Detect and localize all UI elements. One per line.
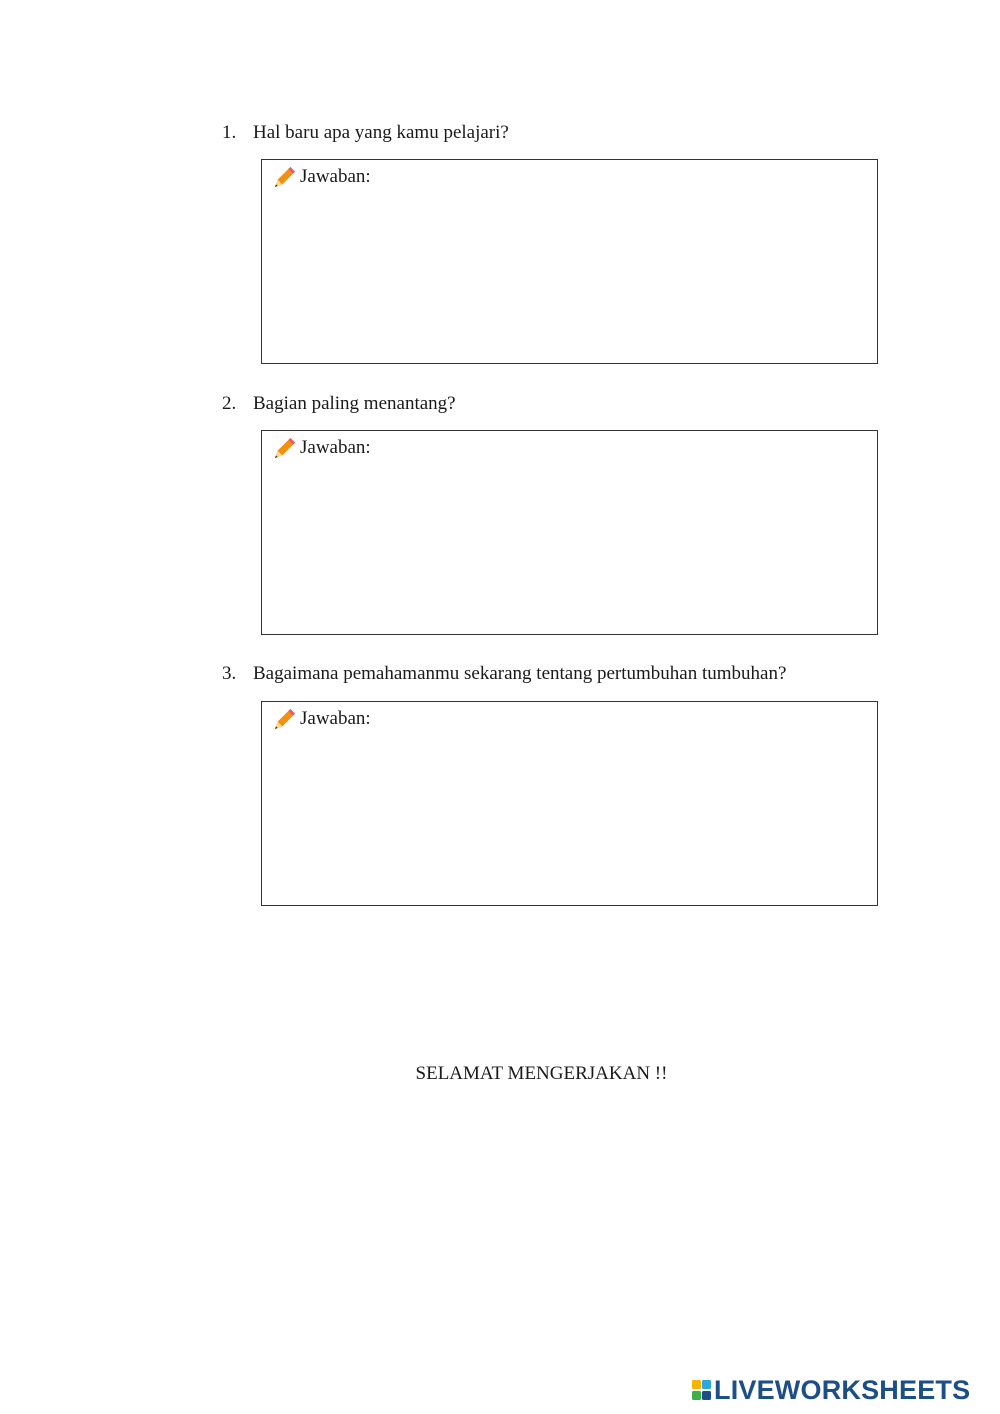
question-number: 1. — [222, 122, 237, 143]
question-1 — [222, 122, 509, 144]
liveworksheets-logo-icon — [692, 1379, 711, 1401]
answer-label: Jawaban: — [300, 166, 371, 187]
pencil-icon — [273, 436, 297, 460]
closing-message: SELAMAT MENGERJAKAN !! — [415, 1063, 668, 1084]
liveworksheets-brand[interactable] — [692, 1375, 970, 1405]
answer-label-row — [273, 707, 371, 731]
question-number: 3. — [222, 663, 237, 684]
question-3 — [222, 663, 786, 685]
question-2 — [222, 393, 456, 415]
pencil-icon — [273, 707, 297, 731]
question-text: Bagaimana pemahamanmu sekarang tentang pertumbuhan tumbuhan? — [253, 663, 787, 684]
brand-name: LIVEWORKSHEETS — [714, 1375, 971, 1405]
answer-label-row — [273, 165, 371, 189]
answer-box-2[interactable] — [261, 430, 878, 635]
answer-label: Jawaban: — [300, 708, 371, 729]
answer-box-1[interactable] — [261, 159, 878, 364]
answer-label-row — [273, 436, 371, 460]
pencil-icon — [273, 165, 297, 189]
answer-label: Jawaban: — [300, 437, 371, 458]
question-number: 2. — [222, 393, 237, 414]
answer-box-3[interactable] — [261, 701, 878, 906]
question-text: Bagian paling menantang? — [253, 393, 456, 414]
question-text: Hal baru apa yang kamu pelajari? — [253, 122, 509, 143]
